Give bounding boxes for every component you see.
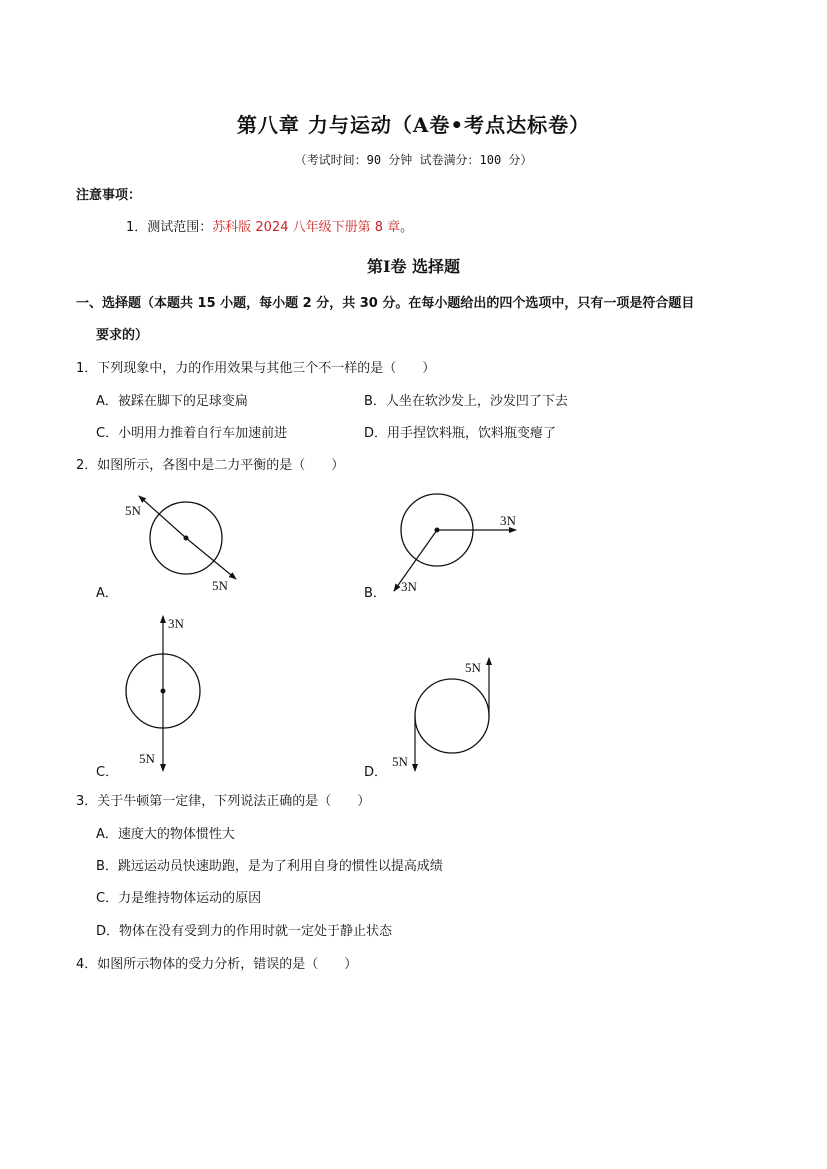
figure-a bbox=[125, 496, 236, 593]
part-heading-line2: 要求的） bbox=[96, 328, 149, 343]
question-2-option-a: A． bbox=[96, 586, 118, 601]
figure-b bbox=[394, 494, 517, 594]
figure-c bbox=[126, 616, 200, 771]
scope-suffix: 。 bbox=[400, 220, 414, 235]
question-3-option-b: B．跳远运动员快速助跑，是为了利用自身的惯性以提高成绩 bbox=[96, 859, 443, 874]
part-heading-line1: 一、选择题（本题共 15 小题，每小题 2 分，共 30 分。在每小题给出的四个选项中，只有一项是符合题目 bbox=[76, 296, 695, 311]
question-3-option-a: A．速度大的物体惯性大 bbox=[96, 827, 235, 842]
question-3-option-c: C．力是维持物体运动的原因 bbox=[96, 891, 262, 906]
figure-a-label-1: 5N bbox=[125, 503, 141, 518]
page-title: 第八章 力与运动（A卷•考点达标卷） bbox=[236, 113, 591, 137]
figure-d-circle bbox=[415, 679, 489, 753]
question-2-option-d: D． bbox=[364, 765, 388, 780]
question-4-stem: 4．如图所示物体的受力分析，错误的是（ ） bbox=[76, 957, 358, 972]
figure-c-label-1: 3N bbox=[168, 616, 184, 631]
question-1-option-c: C．小明用力推着自行车加速前进 bbox=[96, 426, 288, 441]
scope-highlight: 苏科版 2024 八年级下册第 8 章 bbox=[212, 220, 401, 235]
question-2-option-c: C． bbox=[96, 765, 119, 780]
figure-b-label-1: 3N bbox=[500, 513, 516, 528]
exam-info: （考试时间：90 分钟 试卷满分：100 分） bbox=[294, 153, 533, 167]
question-1-option-d: D．用手捏饮料瓶，饮料瓶变瘪了 bbox=[364, 426, 557, 441]
figure-d-label-1: 5N bbox=[465, 660, 481, 675]
figure-a-label-2: 5N bbox=[212, 578, 228, 593]
question-1-option-a: A．被踩在脚下的足球变扁 bbox=[96, 394, 248, 409]
scope-prefix: 1．测试范围： bbox=[126, 220, 213, 235]
question-3-option-d: D．物体在没有受到力的作用时就一定处于静止状态 bbox=[96, 924, 393, 939]
figure-d bbox=[392, 658, 489, 771]
figure-c-label-2: 5N bbox=[139, 751, 155, 766]
figure-d-label-2: 5N bbox=[392, 754, 408, 769]
notes-label: 注意事项： bbox=[76, 188, 142, 203]
section-title: 第Ⅰ卷 选择题 bbox=[366, 257, 461, 276]
question-1-stem: 1．下列现象中，力的作用效果与其他三个不一样的是（ ） bbox=[76, 361, 436, 376]
question-1-option-b: B．人坐在软沙发上，沙发凹了下去 bbox=[364, 394, 568, 409]
question-2-option-b: B． bbox=[364, 586, 386, 601]
figure-b-label-2: 3N bbox=[401, 579, 417, 594]
question-3-stem: 3．关于牛顿第一定律，下列说法正确的是（ ） bbox=[76, 794, 371, 809]
question-2-stem: 2．如图所示，各图中是二力平衡的是（ ） bbox=[76, 458, 345, 473]
